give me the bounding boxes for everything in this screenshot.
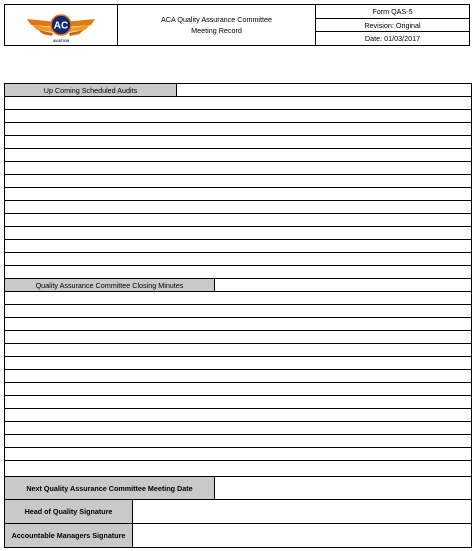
upcoming-audits-header — [5, 84, 471, 97]
audit-entry-line[interactable] — [5, 240, 471, 253]
minutes-entry-line[interactable] — [5, 305, 471, 318]
minutes-entry-line[interactable] — [5, 357, 471, 370]
audit-entry-line[interactable] — [5, 162, 471, 175]
audit-entry-line[interactable] — [5, 266, 471, 279]
audit-entry-line[interactable] — [5, 227, 471, 240]
logo-cell — [5, 5, 118, 45]
svg-text:AVIATION: AVIATION — [52, 39, 70, 43]
audit-entry-line[interactable] — [5, 149, 471, 162]
audit-entry-line[interactable] — [5, 188, 471, 201]
audit-entry-line[interactable] — [5, 214, 471, 227]
audit-entry-line[interactable] — [5, 97, 471, 110]
closing-minutes-header — [5, 279, 471, 292]
audit-entry-line[interactable] — [5, 136, 471, 149]
form-header — [4, 4, 470, 46]
company-logo — [5, 5, 117, 46]
form-number: Form QAS-5 — [316, 5, 469, 19]
issue-date: Date: 01/03/2017 — [364, 34, 421, 44]
closing-minutes-label: Quality Assurance Committee Closing Minutes — [5, 279, 215, 291]
minutes-entry-line[interactable] — [5, 292, 471, 305]
minutes-entry-line[interactable] — [5, 422, 471, 435]
minutes-entry-line[interactable] — [5, 396, 471, 409]
audit-entry-line[interactable] — [5, 253, 471, 266]
blank-row — [5, 461, 471, 477]
minutes-entry-line[interactable] — [5, 435, 471, 448]
upcoming-audits-header-blank[interactable] — [177, 84, 471, 96]
audit-entry-line[interactable] — [5, 201, 471, 214]
next-meeting-date-field[interactable] — [215, 477, 471, 499]
minutes-entry-line[interactable] — [5, 344, 471, 357]
title-line-1: ACA Quality Assurance Committee — [160, 15, 273, 24]
title-line-2: Meeting Record — [191, 26, 242, 35]
meeting-record-form — [4, 83, 472, 548]
svg-text:AC: AC — [53, 20, 69, 32]
closing-minutes-lines — [5, 292, 471, 461]
next-meeting-date-label: Next Quality Assurance Committee Meeting Date — [5, 477, 215, 499]
document-title — [118, 5, 316, 45]
document-meta — [316, 5, 469, 45]
audit-entry-line[interactable] — [5, 110, 471, 123]
head-quality-signature-row — [5, 500, 471, 524]
audit-entry-line[interactable] — [5, 123, 471, 136]
upcoming-audits-label: Up Coming Scheduled Audits — [5, 84, 177, 96]
audit-entry-line[interactable] — [5, 175, 471, 188]
minutes-entry-line[interactable] — [5, 383, 471, 396]
accountable-manager-signature-label: Accountable Managers Signature — [5, 524, 133, 547]
head-quality-signature-label: Head of Quality Signature — [5, 500, 133, 523]
minutes-entry-line[interactable] — [5, 331, 471, 344]
minutes-entry-line[interactable] — [5, 448, 471, 461]
accountable-manager-signature-row — [5, 524, 471, 547]
accountable-manager-signature-field[interactable] — [133, 524, 471, 547]
revision: Revision: Original — [316, 19, 469, 33]
next-meeting-row — [5, 477, 471, 500]
upcoming-audits-lines — [5, 97, 471, 279]
minutes-entry-line[interactable] — [5, 318, 471, 331]
closing-minutes-header-blank[interactable] — [215, 279, 471, 291]
minutes-entry-line[interactable] — [5, 370, 471, 383]
head-quality-signature-field[interactable] — [133, 500, 471, 523]
minutes-entry-line[interactable] — [5, 409, 471, 422]
